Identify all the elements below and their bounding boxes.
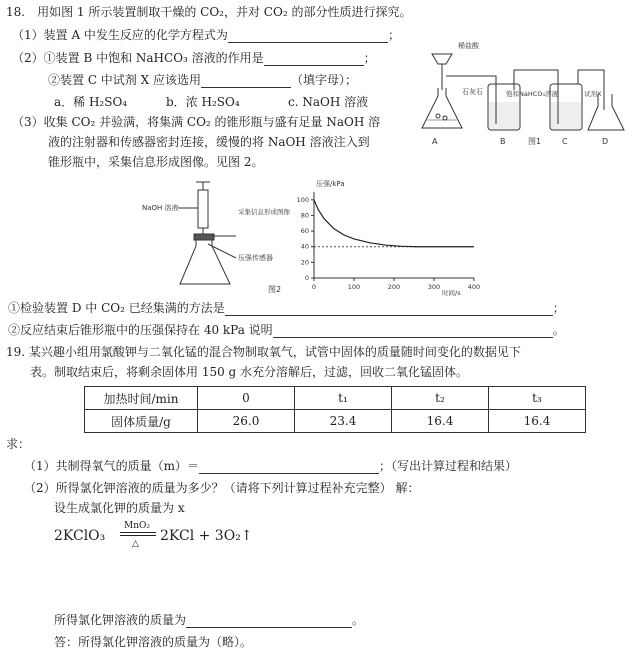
q19-ask: 求： (6, 437, 31, 451)
label-limestone: 石灰石 (462, 88, 483, 96)
y-tick-label: 20 (300, 258, 309, 267)
label-dilute-hcl: 稀盐酸 (458, 42, 479, 50)
label-a: A (432, 137, 438, 146)
y-tick-label: 40 (300, 242, 309, 251)
label-c: C (562, 137, 568, 146)
option-a: a．稀 H₂SO₄ (54, 95, 128, 109)
q18-part3-line1: （3）收集 CO₂ 并验满，将集满 CO₂ 的锥形瓶与盛有足量 NaOH 溶 (12, 115, 381, 129)
table-cell: 23.4 (295, 410, 392, 433)
option-b: b．浓 H₂SO₄ (166, 95, 240, 109)
table-row (85, 410, 586, 433)
table-cell: 加热时间/min (85, 387, 198, 410)
table-cell: 26.0 (198, 410, 295, 433)
apparatus-a (422, 54, 462, 128)
q19-answer: 答：所得氯化钾溶液的质量为（略）。 (54, 635, 253, 649)
answer-blank-pressure[interactable] (273, 325, 553, 338)
answer-blank-nahco3-role[interactable] (264, 53, 364, 66)
q19-part2: （2）所得氯化钾溶液的质量为多少？（请将下列计算过程补充完整） 解： (24, 481, 420, 495)
syringe (198, 190, 208, 228)
q18-part1: （1）装置 A 中发生反应的化学方程式为 ； (12, 28, 400, 42)
x-tick-label: 100 (347, 283, 361, 291)
question-check-co2: ①检验装置 D 中 CO₂ 已经集满的方法是 ； (8, 301, 565, 315)
table-row (85, 387, 586, 410)
y-tick-label: 80 (300, 211, 309, 220)
label-nahco3: 饱和NaHCO₃溶液 (506, 90, 558, 98)
answer-blank-check-method[interactable] (225, 303, 553, 316)
answer-blank-kcl-solution-mass[interactable] (186, 615, 352, 628)
x-tick-label: 400 (467, 283, 481, 291)
conical-flask (180, 238, 230, 284)
q19-solution-mass: 所得氯化钾溶液的质量为 。 (54, 613, 365, 627)
pressure-time-chart (292, 178, 482, 298)
table-cell: 16.4 (489, 410, 586, 433)
x-tick-label: 200 (387, 283, 401, 291)
figure-1-apparatus (418, 30, 630, 150)
figure-1-caption: 图1 (528, 137, 542, 146)
y-tick-label: 0 (304, 274, 309, 282)
q18-part3-line3: 锥形瓶中，采集信息形成图像。见图 2。 (48, 155, 264, 169)
q19-part1: （1）共制得氧气的质量（m）＝ ；（写出计算过程和结果） (24, 459, 518, 473)
option-c: c. NaOH 溶液 (288, 95, 369, 109)
label-naoh-solution: NaOH 溶液 (142, 204, 179, 212)
q18-intro: 18. 用如图 1 所示装置制取干燥的 CO₂，并对 CO₂ 的部分性质进行探究。 (6, 5, 412, 19)
q19-line2: 表。制取结束后，将剩余固体用 150 g 水充分溶解后，过滤，回收二氧化锰固体。 (30, 365, 469, 379)
figure-2-apparatus (140, 172, 290, 297)
table-cell: t₃ (489, 387, 586, 410)
mass-time-table (84, 386, 586, 433)
table-cell: t₁ (295, 387, 392, 410)
pressure-curve (314, 200, 474, 247)
answer-blank-reagent-x[interactable] (201, 75, 291, 88)
answer-blank-equation[interactable] (228, 30, 388, 43)
apparatus-d (588, 94, 624, 130)
table-cell: 固体质量/g (85, 410, 198, 433)
x-tick-label: 0 (311, 283, 317, 291)
figure-2-caption: 图2 (268, 285, 282, 294)
x-axis-label: 时间/s (442, 289, 461, 297)
label-reagent-x: 试剂X (584, 90, 602, 98)
x-tick-label: 300 (427, 283, 441, 291)
answer-blank-oxygen-mass[interactable] (199, 461, 379, 474)
q18-part2a: （2）①装置 B 中饱和 NaHCO₃ 溶液的作用是 ； (12, 51, 376, 65)
table-cell: t₂ (392, 387, 489, 410)
label-collect-info: 采集信息形成图像 (238, 208, 290, 216)
q18-part3-line2: 液的注射器和传感器密封连接，缓慢的将 NaOH 溶液注入到 (48, 135, 370, 149)
y-axis-label: 压强/kPa (316, 180, 345, 188)
label-d: D (602, 137, 609, 146)
table-cell: 16.4 (392, 410, 489, 433)
y-tick-label: 100 (296, 195, 309, 204)
label-b: B (500, 137, 506, 146)
y-tick-label: 60 (300, 227, 309, 236)
tube-b-c (514, 70, 558, 92)
q18-part2b: ②装置 C 中试剂 X 应该选用 （填字母）； (48, 73, 357, 87)
q19-let: 设生成氯化钾的质量为 x (54, 501, 185, 515)
q19-line1: 19. 某兴趣小组用氯酸钾与二氧化锰的混合物制取氧气，试管中固体的质量随时间变化的数据见下 (6, 345, 521, 359)
table-cell: 0 (198, 387, 295, 410)
label-pressure-sensor: 压强传感器 (238, 254, 273, 262)
question-pressure: ②反应结束后锥形瓶中的压强保持在 40 kPa 说明 。 (8, 323, 565, 337)
